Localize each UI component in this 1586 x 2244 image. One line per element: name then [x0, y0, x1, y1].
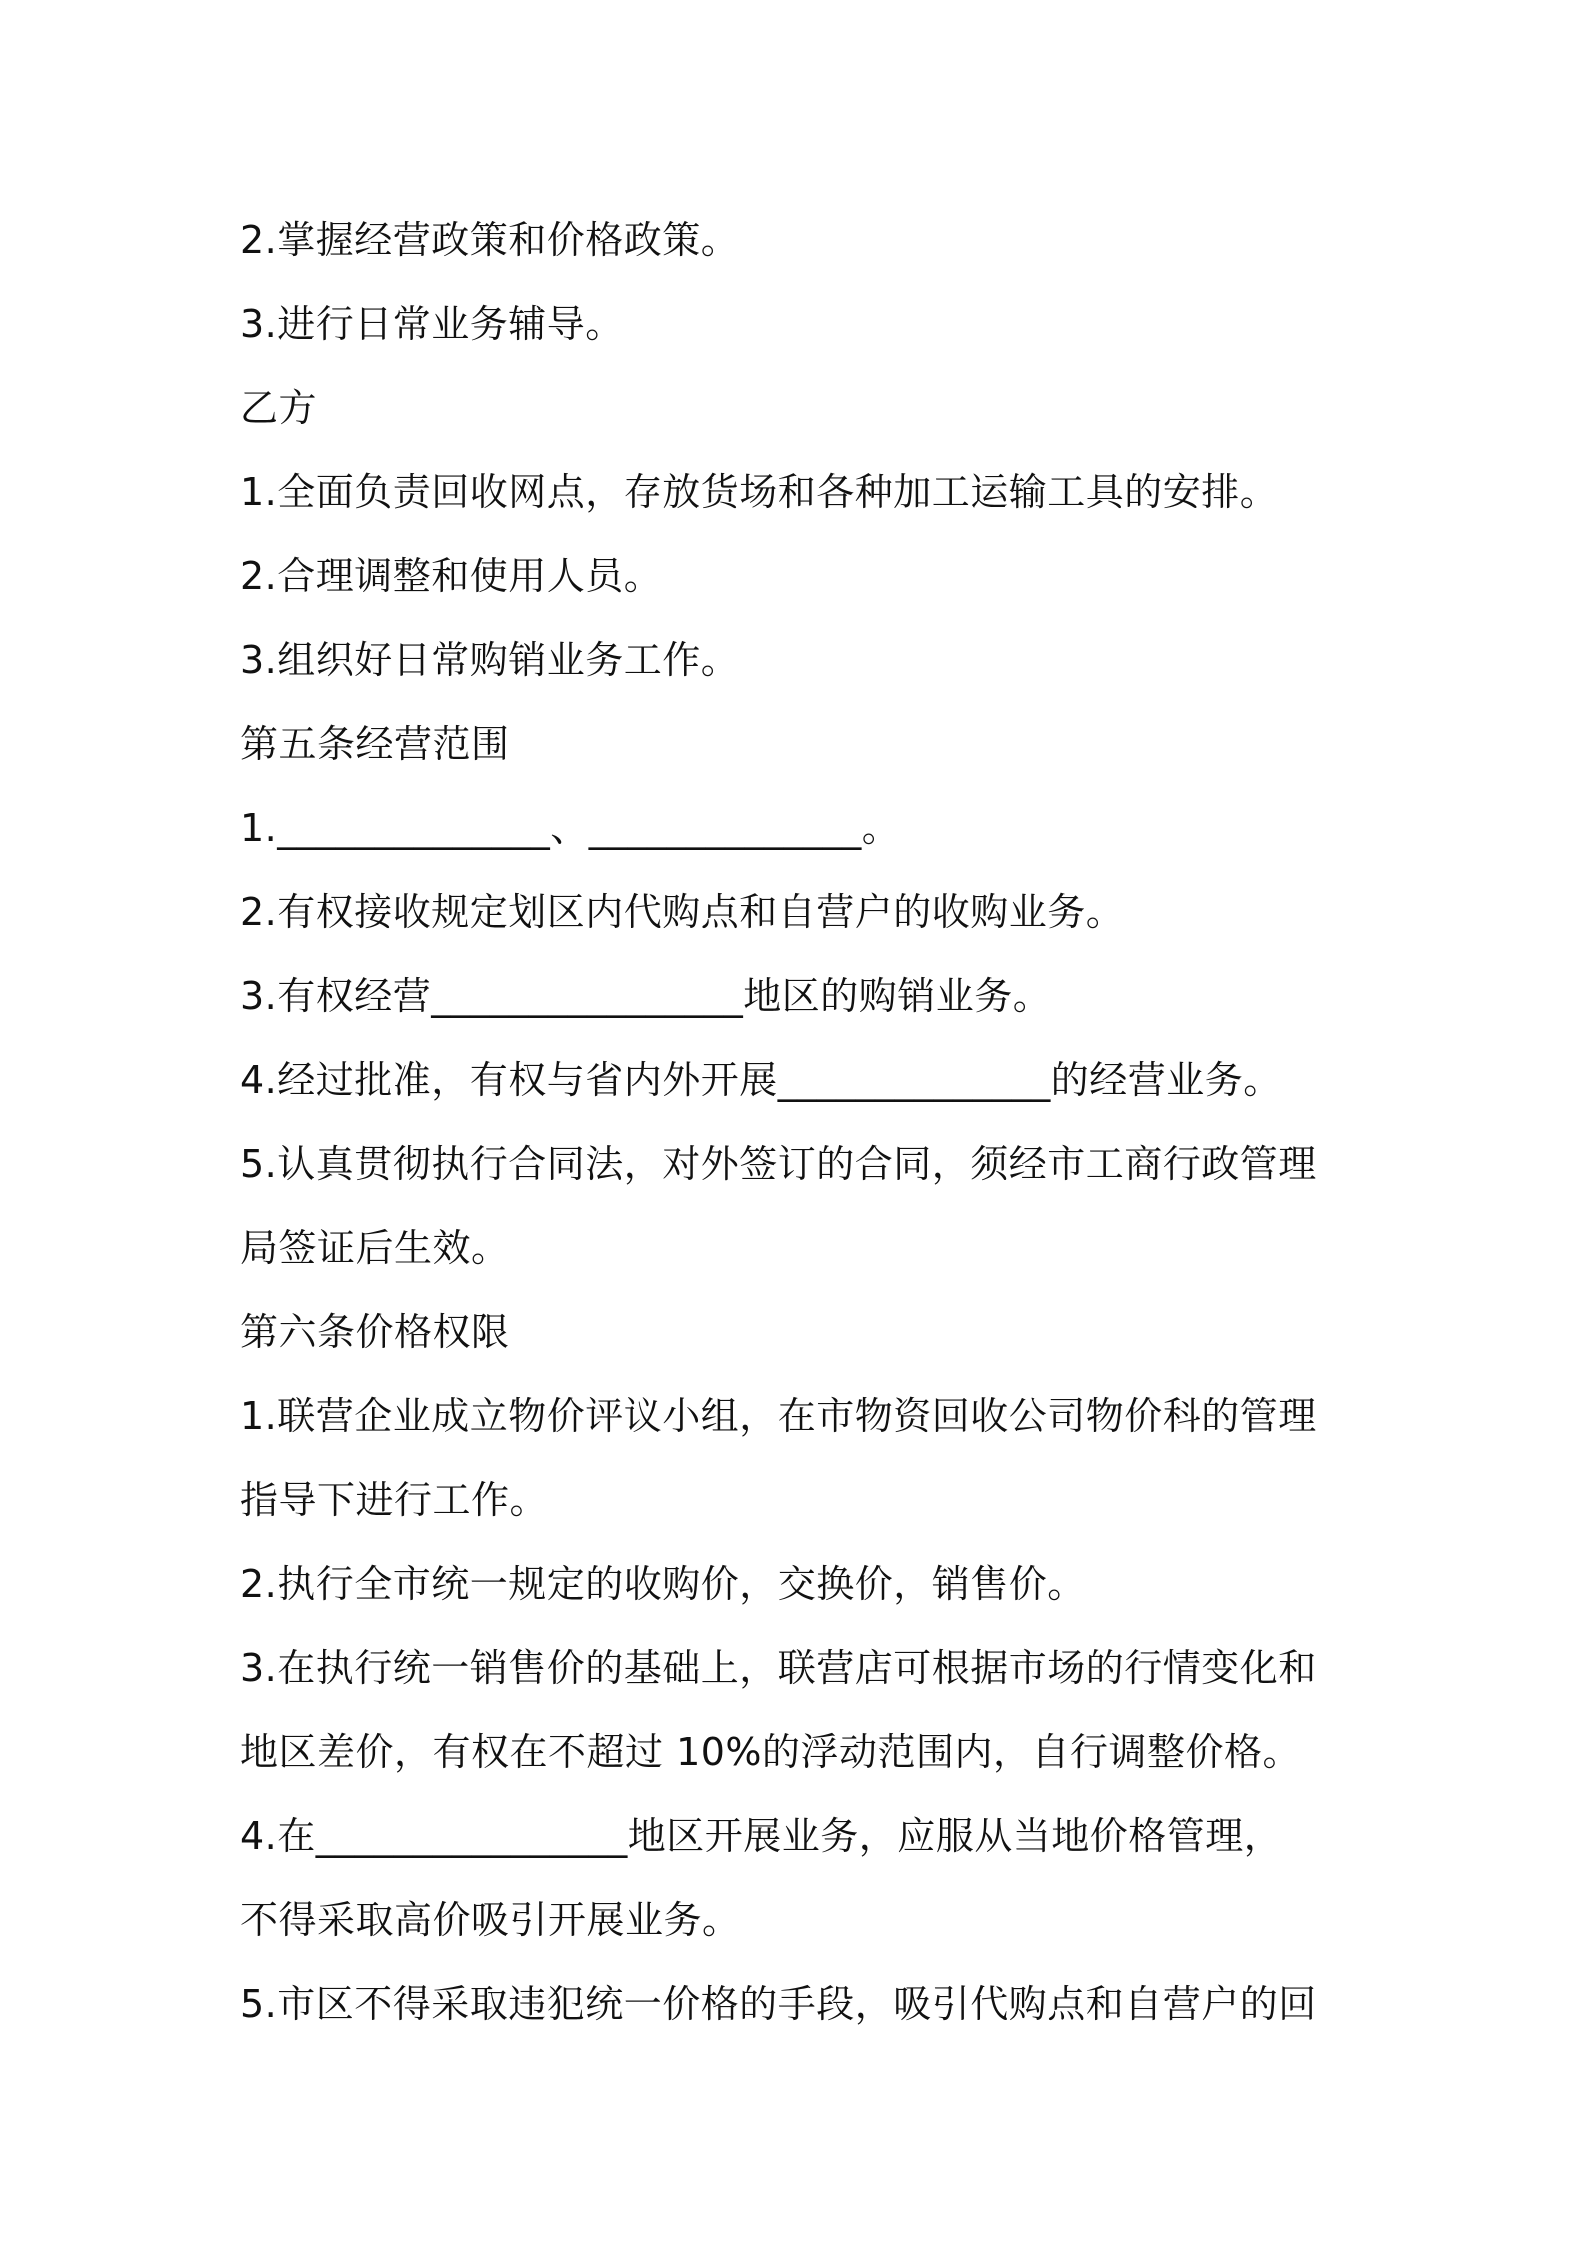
text-line: 3.在执行统一销售价的基础上，联营店可根据市场的行情变化和 [240, 1646, 1317, 1690]
text-line: 2.掌握经营政策和价格政策。 [240, 218, 740, 262]
document-body [240, 198, 1360, 2046]
text-line: 指导下进行工作。 [240, 1478, 549, 1522]
text-line: 5.认真贯彻执行合同法，对外签订的合同，须经市工商行政管理 [240, 1142, 1317, 1186]
text-line: 1.全面负责回收网点，存放货场和各种加工运输工具的安排。 [240, 470, 1279, 514]
text-line: 5.市区不得采取违犯统一价格的手段，吸引代购点和自营户的回 [240, 1982, 1317, 2026]
text-line: 4.在________________地区开展业务，应服从当地价格管理， [240, 1814, 1283, 1858]
text-line: 局签证后生效。 [240, 1226, 510, 1270]
text-line: 地区差价，有权在不超过 10%的浮动范围内，自行调整价格。 [240, 1730, 1302, 1774]
article-heading: 第六条价格权限 [240, 1310, 510, 1354]
text-line: 4.经过批准，有权与省内外开展______________的经营业务。 [240, 1058, 1282, 1102]
article-heading: 第五条经营范围 [240, 722, 510, 766]
text-line: 2.有权接收规定划区内代购点和自营户的收购业务。 [240, 890, 1125, 934]
section-heading: 乙方 [240, 386, 318, 430]
text-line: 3.组织好日常购销业务工作。 [240, 638, 740, 682]
text-line: 1.______________、______________。 [240, 806, 901, 850]
text-line: 2.合理调整和使用人员。 [240, 554, 663, 598]
text-line: 3.有权经营________________地区的购销业务。 [240, 974, 1052, 1018]
text-line: 2.执行全市统一规定的收购价，交换价，销售价。 [240, 1562, 1086, 1606]
text-line: 1.联营企业成立物价评议小组，在市物资回收公司物价科的管理 [240, 1394, 1317, 1438]
text-line: 3.进行日常业务辅导。 [240, 302, 624, 346]
text-line: 不得采取高价吸引开展业务。 [240, 1898, 741, 1942]
